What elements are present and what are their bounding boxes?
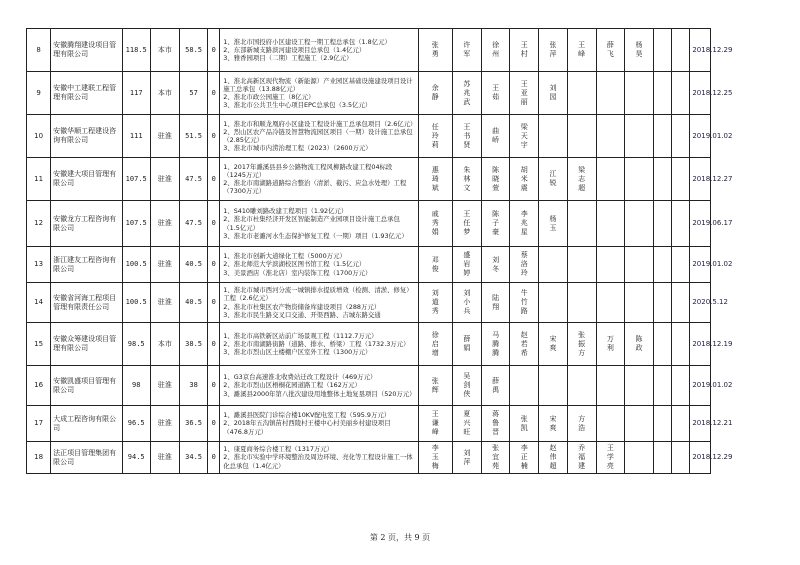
registration-date: 2019.01.02 bbox=[690, 115, 711, 158]
team-member bbox=[624, 72, 653, 115]
team-member: 梁志超 bbox=[567, 158, 596, 201]
team-member: 陈晓萱 bbox=[481, 158, 509, 201]
project-manager: 任玲莉 bbox=[418, 115, 452, 158]
team-member bbox=[510, 366, 539, 406]
registration-date: 2018.12.29 bbox=[690, 442, 711, 474]
team-member bbox=[596, 72, 624, 115]
zero-score: 0 bbox=[208, 201, 220, 247]
price-score: 38 bbox=[180, 366, 208, 406]
team-member bbox=[672, 366, 690, 406]
project-item: 3、雅香园项目（二期）工程施工（2.9亿元） bbox=[223, 54, 353, 63]
team-member: 薛娟 bbox=[452, 323, 481, 366]
table-row bbox=[27, 283, 777, 323]
project-item: 2、2018年五沟镇苗村西陵村王楼中心村美丽乡村建设项目（476.8万元） bbox=[223, 419, 391, 436]
team-member bbox=[596, 406, 624, 442]
project-manager: 戚秀娟 bbox=[418, 201, 452, 247]
team-member bbox=[624, 406, 653, 442]
team-member bbox=[624, 283, 653, 323]
project-list bbox=[220, 29, 418, 72]
project-item: 2、烈山区农产品冷链及智慧物流园区项目（一期）设计施工总承包（2.85亿元） bbox=[223, 127, 413, 144]
project-item: 1、淮北市国投府小区建设工程一期工程总承包（1.8亿元） bbox=[223, 37, 391, 46]
team-member bbox=[596, 158, 624, 201]
registration-date: 2020.5.12 bbox=[690, 283, 711, 323]
project-list bbox=[220, 283, 418, 323]
row-number: 10 bbox=[27, 115, 51, 158]
team-member bbox=[539, 283, 567, 323]
team-member bbox=[654, 366, 672, 406]
team-member bbox=[567, 201, 596, 247]
team-member: 陈政 bbox=[624, 323, 653, 366]
project-item: 3、美景酒店（淮北店）室内装饰工程（1700万元） bbox=[223, 268, 372, 277]
team-member bbox=[672, 29, 690, 72]
team-member: 刘园 bbox=[539, 72, 567, 115]
project-item: 2、淮北市政公园施工（8亿元） bbox=[223, 93, 315, 101]
team-member bbox=[539, 366, 567, 406]
project-manager: 张勇 bbox=[418, 29, 452, 72]
project-item: 1、S410雕刘路改建工程项目（1.92亿元） bbox=[223, 207, 348, 216]
team-member: 马腾腾 bbox=[481, 323, 509, 366]
project-item: 3、淮北市烈山区土楼棚户区室外工程（1300万元） bbox=[223, 348, 372, 357]
table-row bbox=[27, 442, 777, 474]
page-footer: 第 2 页，共 9 页 bbox=[369, 533, 431, 542]
team-member bbox=[654, 72, 672, 115]
team-member: 李兆星 bbox=[510, 201, 539, 247]
team-member: 赵伟超 bbox=[539, 442, 567, 474]
project-manager: 徐启增 bbox=[418, 323, 452, 366]
row-number: 8 bbox=[27, 29, 51, 72]
registration-date: 2019.06.17 bbox=[690, 201, 711, 247]
total-score: 117 bbox=[122, 72, 150, 115]
zero-score: 0 bbox=[208, 72, 220, 115]
company-name: 安徽华顺工程建设咨询有限公司 bbox=[51, 115, 122, 158]
row-number: 9 bbox=[27, 72, 51, 115]
team-member: 薛禹 bbox=[481, 366, 509, 406]
price-score: 47.5 bbox=[180, 158, 208, 201]
company-name: 安徽腾翔建设项目管理有限公司 bbox=[51, 29, 122, 72]
price-score: 47.5 bbox=[180, 201, 208, 247]
team-member: 刘小兵 bbox=[452, 283, 481, 323]
team-member bbox=[654, 115, 672, 158]
team-member bbox=[567, 366, 596, 406]
row-number: 15 bbox=[27, 323, 51, 366]
project-list bbox=[220, 72, 418, 115]
price-score: 34.5 bbox=[180, 442, 208, 474]
origin: 本市 bbox=[150, 72, 179, 115]
origin: 本市 bbox=[150, 323, 179, 366]
table-row bbox=[27, 323, 777, 366]
team-member bbox=[539, 115, 567, 158]
zero-score: 0 bbox=[208, 247, 220, 283]
team-member bbox=[624, 115, 653, 158]
table-row bbox=[27, 201, 777, 247]
team-member: 牛竹路 bbox=[510, 283, 539, 323]
table-row bbox=[27, 247, 777, 283]
team-member: 王峰 bbox=[567, 29, 596, 72]
origin: 驻淮 bbox=[150, 201, 179, 247]
origin: 驻淮 bbox=[150, 115, 179, 158]
team-member bbox=[596, 247, 624, 283]
row-number: 14 bbox=[27, 283, 51, 323]
registration-date: 2019.01.02 bbox=[690, 366, 711, 406]
team-member bbox=[624, 442, 653, 474]
zero-score: 0 bbox=[208, 115, 220, 158]
project-item: 1、2017年濉溪县县乡公路物流工程风柳路改建工程04标段（1245万元） bbox=[223, 162, 393, 179]
company-name: 法正项目管理集团有限公司 bbox=[51, 442, 122, 474]
team-member bbox=[672, 406, 690, 442]
team-member bbox=[654, 442, 672, 474]
project-item: 1、淮北市高铁新区站前广场景观工程（1112.7万元） bbox=[223, 331, 378, 340]
table-row bbox=[27, 115, 777, 158]
team-member: 李正楠 bbox=[510, 442, 539, 474]
total-score: 98 bbox=[122, 366, 150, 406]
project-item: 2、淮北市实验中学环境整治及周边环境、亮化等工程设计施工一体化总承包（1.4亿元） bbox=[223, 453, 413, 470]
team-member: 薛飞 bbox=[596, 29, 624, 72]
project-manager: 李玉梅 bbox=[418, 442, 452, 474]
origin: 驻淮 bbox=[150, 366, 179, 406]
team-member: 乔福建 bbox=[567, 442, 596, 474]
project-item: 1、淮北市和顺龙凰府小区建设工程设计施工总承包项目（2.6亿元） bbox=[223, 119, 417, 128]
row-number: 12 bbox=[27, 201, 51, 247]
project-item: 3、淮北市公共卫生中心项目EPC总承包（3.5亿元） bbox=[223, 101, 372, 110]
company-name: 安徽省河海工程项目管理有限责任公司 bbox=[51, 283, 122, 323]
team-member: 朱林文 bbox=[452, 158, 481, 201]
company-name: 安徽龙方工程咨询有限公司 bbox=[51, 201, 122, 247]
team-member: 许军 bbox=[452, 29, 481, 72]
team-member bbox=[596, 283, 624, 323]
company-name: 安徽凯盛项目管理有限公司 bbox=[51, 366, 122, 406]
zero-score: 0 bbox=[208, 406, 220, 442]
team-member bbox=[567, 283, 596, 323]
team-member: 宋爽 bbox=[539, 323, 567, 366]
company-name: 安徽建大项目管理有限公司 bbox=[51, 158, 122, 201]
row-number: 18 bbox=[27, 442, 51, 474]
origin: 驻淮 bbox=[150, 283, 179, 323]
row-number: 16 bbox=[27, 366, 51, 406]
table-row bbox=[27, 158, 777, 201]
zero-score: 0 bbox=[208, 283, 220, 323]
team-member bbox=[654, 247, 672, 283]
project-list bbox=[220, 442, 418, 474]
company-name: 安徽众筹建设项目管理有限公司 bbox=[51, 323, 122, 366]
zero-score: 0 bbox=[208, 442, 220, 474]
total-score: 107.5 bbox=[122, 158, 150, 201]
team-member: 王书贤 bbox=[452, 115, 481, 158]
team-member bbox=[539, 247, 567, 283]
company-name: 大成工程咨询有限公司 bbox=[51, 406, 122, 442]
project-item: 2、淮北市南湖路道路综合整治（清淤、截污、应急水处理）工程（7300万元） bbox=[223, 179, 407, 196]
team-member bbox=[567, 115, 596, 158]
team-member bbox=[624, 247, 653, 283]
price-score: 38.5 bbox=[180, 323, 208, 366]
team-member bbox=[672, 158, 690, 201]
team-member bbox=[672, 323, 690, 366]
project-manager: 惠琦斌 bbox=[418, 158, 452, 201]
project-item: 1、濉溪县医院门诊综合楼10KV配电室工程（595.9万元） bbox=[223, 411, 391, 420]
registration-date: 2018.12.27 bbox=[690, 158, 711, 201]
table-row bbox=[27, 29, 777, 72]
total-score: 98.5 bbox=[122, 323, 150, 366]
company-name: 安徽中工建联工程管理有限公司 bbox=[51, 72, 122, 115]
zero-score: 0 bbox=[208, 323, 220, 366]
project-manager: 王谦峰 bbox=[418, 406, 452, 442]
team-member: 王任梦 bbox=[452, 201, 481, 247]
team-member: 苏兆武 bbox=[452, 72, 481, 115]
team-member bbox=[567, 247, 596, 283]
team-member: 张振方 bbox=[567, 323, 596, 366]
project-item: 1、G3京台高速淮北收费站迁改工程设计（469万元） bbox=[223, 373, 377, 382]
project-manager: 张辉 bbox=[418, 366, 452, 406]
row-number: 13 bbox=[27, 247, 51, 283]
project-item: 2、淮北市杜集经济开发区智能制造产业园项目设计施工总承包（1.5亿元） bbox=[223, 215, 400, 232]
team-member: 宋爽 bbox=[539, 406, 567, 442]
team-member bbox=[672, 247, 690, 283]
team-member bbox=[596, 201, 624, 247]
project-item: 2、淮北市杜集区农产物资储备库建设项目（288万元） bbox=[223, 302, 381, 311]
price-score: 58.5 bbox=[180, 29, 208, 72]
table-row bbox=[27, 72, 777, 115]
team-member bbox=[672, 283, 690, 323]
team-member: 赵若希 bbox=[510, 323, 539, 366]
team-member bbox=[654, 158, 672, 201]
candidate-table bbox=[26, 28, 777, 474]
team-member bbox=[624, 158, 653, 201]
team-member: 张凯 bbox=[510, 406, 539, 442]
team-member bbox=[672, 201, 690, 247]
team-member bbox=[672, 72, 690, 115]
team-member: 张宜苑 bbox=[481, 442, 509, 474]
team-member: 杨玉 bbox=[539, 201, 567, 247]
project-item: 1、康夏商务综合楼工程（1317万元） bbox=[223, 445, 334, 454]
total-score: 118.5 bbox=[122, 29, 150, 72]
registration-date: 2018.12.19 bbox=[690, 323, 711, 366]
project-list bbox=[220, 366, 418, 406]
team-member: 方浩 bbox=[567, 406, 596, 442]
project-item: 1、淮北市城市西河分流一城镇排水提质增效（检测、清淤、修复）工程（2.6亿元） bbox=[223, 286, 413, 303]
company-name: 浙江建友工程咨询有限公司 bbox=[51, 247, 122, 283]
project-list bbox=[220, 247, 418, 283]
project-item: 2、淮北师范大学滨湖校区图书馆工程（1.5亿元） bbox=[223, 260, 366, 269]
team-member: 梁天宇 bbox=[510, 115, 539, 158]
team-member: 王亚丽 bbox=[510, 72, 539, 115]
team-member: 徐州 bbox=[481, 29, 509, 72]
total-score: 94.5 bbox=[122, 442, 150, 474]
team-member bbox=[596, 366, 624, 406]
registration-date: 2018.12.25 bbox=[690, 72, 711, 115]
team-member: 刘萍 bbox=[452, 442, 481, 474]
team-member: 王村 bbox=[510, 29, 539, 72]
origin: 本市 bbox=[150, 29, 179, 72]
project-item: 3、濉溪县2000年第八批次建设用地整体土地复垦项目（520万元） bbox=[223, 389, 416, 398]
zero-score: 0 bbox=[208, 158, 220, 201]
total-score: 96.5 bbox=[122, 406, 150, 442]
project-item: 3、淮北市民生路交叉口交通、开渠西路、吉城东路交通 bbox=[223, 310, 381, 319]
total-score: 107.5 bbox=[122, 201, 150, 247]
row-number: 17 bbox=[27, 406, 51, 442]
project-list bbox=[220, 323, 418, 366]
team-member bbox=[596, 115, 624, 158]
team-member bbox=[654, 283, 672, 323]
team-member bbox=[672, 115, 690, 158]
team-member: 盛岩婷 bbox=[452, 247, 481, 283]
team-member bbox=[624, 201, 653, 247]
price-score: 40.5 bbox=[180, 283, 208, 323]
team-member bbox=[654, 406, 672, 442]
project-manager: 刘道秀 bbox=[418, 283, 452, 323]
project-item: 1、淮北高新区现代物流（新能源）产业园区基础设施建设项目设计施工总承包（13.88亿元） bbox=[223, 76, 413, 93]
origin: 驻淮 bbox=[150, 158, 179, 201]
team-member: 陆翔 bbox=[481, 283, 509, 323]
project-list bbox=[220, 406, 418, 442]
team-member: 万利 bbox=[596, 323, 624, 366]
total-score: 111 bbox=[122, 115, 150, 158]
price-score: 57 bbox=[180, 72, 208, 115]
registration-date: 2018.12.29 bbox=[690, 29, 711, 72]
origin: 驻淮 bbox=[150, 247, 179, 283]
registration-date: 2018.12.21 bbox=[690, 406, 711, 442]
team-member bbox=[672, 442, 690, 474]
project-item: 3、淮北市老濉河水生态保护修复工程（一期）项目（1.93亿元） bbox=[223, 231, 408, 240]
total-score: 100.5 bbox=[122, 247, 150, 283]
team-member: 胡米震 bbox=[510, 158, 539, 201]
team-member: 江锐 bbox=[539, 158, 567, 201]
project-item: 2、淮北市烈山区梧桐花园道路工程（162万元） bbox=[223, 381, 361, 390]
origin: 驻淮 bbox=[150, 442, 179, 474]
table-row bbox=[27, 406, 777, 442]
project-manager: 余静 bbox=[418, 72, 452, 115]
team-member bbox=[624, 366, 653, 406]
team-member bbox=[654, 201, 672, 247]
team-member: 曲峤 bbox=[481, 115, 509, 158]
price-score: 40.5 bbox=[180, 247, 208, 283]
team-member: 刘冬 bbox=[481, 247, 509, 283]
team-member: 夏兴旺 bbox=[452, 406, 481, 442]
team-member: 吴剑侠 bbox=[452, 366, 481, 406]
project-item: 1、淮北市创新大道绿化工程（5000万元） bbox=[223, 252, 346, 261]
team-member bbox=[567, 72, 596, 115]
project-item: 3、淮北市城市内涝治理工程（2023）（2600万元） bbox=[223, 144, 372, 153]
row-number: 11 bbox=[27, 158, 51, 201]
team-member: 蒋鲁晋 bbox=[481, 406, 509, 442]
price-score: 51.5 bbox=[180, 115, 208, 158]
origin: 驻淮 bbox=[150, 406, 179, 442]
project-list bbox=[220, 201, 418, 247]
total-score: 100.5 bbox=[122, 283, 150, 323]
project-manager: 邓俊 bbox=[418, 247, 452, 283]
registration-date: 2019.01.02 bbox=[690, 247, 711, 283]
team-member bbox=[654, 323, 672, 366]
team-member: 蔡洛玲 bbox=[510, 247, 539, 283]
team-member: 陈子豪 bbox=[481, 201, 509, 247]
team-member: 王学亮 bbox=[596, 442, 624, 474]
project-list bbox=[220, 158, 418, 201]
project-list bbox=[220, 115, 418, 158]
team-member: 张萍 bbox=[539, 29, 567, 72]
project-item: 2、淮北市南湖路街路（道路、排水、桥梁）工程（1732.3万元） bbox=[223, 339, 410, 348]
price-score: 36.5 bbox=[180, 406, 208, 442]
team-member: 王茹 bbox=[481, 72, 509, 115]
table-row bbox=[27, 366, 777, 406]
team-member bbox=[654, 29, 672, 72]
zero-score: 0 bbox=[208, 366, 220, 406]
team-member: 杨昊 bbox=[624, 29, 653, 72]
project-item: 2、东部新城支路滨河建设项目总承包（1.4亿元） bbox=[223, 45, 366, 54]
zero-score: 0 bbox=[208, 29, 220, 72]
